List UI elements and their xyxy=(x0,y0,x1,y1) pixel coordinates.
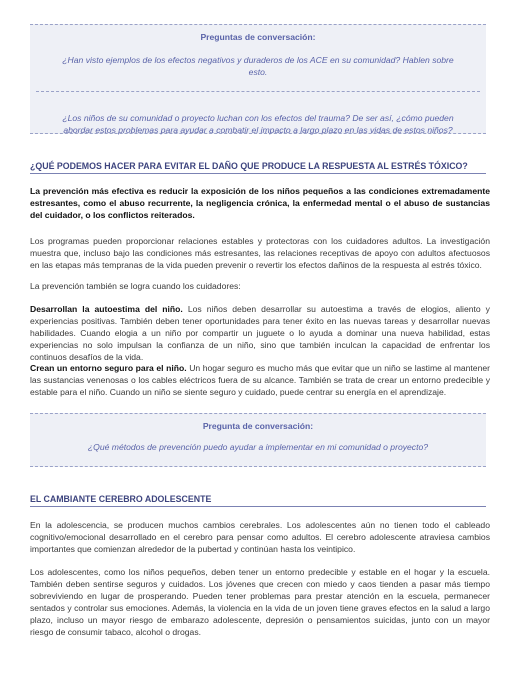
conversation-question-box xyxy=(30,413,486,467)
paragraph: Los programas pueden proporcionar relaciones estables y protectoras con los cuidadores adultos. La investigación muestra que, incluso bajo las condiciones más estresantes, las relaciones receptivas de apoyo con adultos afectuosos en las etapas más tempranas de la vida pueden prevenir o revertir los efectos dañinos de la respuesta al estrés tóxico. xyxy=(30,236,490,270)
list-item xyxy=(30,303,490,363)
list-item-title: Crean un entorno seguro para el niño. xyxy=(30,363,187,373)
question-text: ¿Qué métodos de prevención puedo ayudar a implementar en mi comunidad o proyecto? xyxy=(87,442,429,452)
conversation-questions-box xyxy=(30,24,486,134)
paragraph: En la adolescencia, se producen muchos cambios cerebrales. Los adolescentes aún no tienen todo el cableado cognitivo/emocional desarrollado en el cerebro para pensar como adultos. El cerebro adolescente atraviesa cambios importantes que comienzan alrededor de la pubertad y continúan hasta los veintipico. xyxy=(30,520,490,554)
paragraph: La prevención también se logra cuando los cuidadores: xyxy=(30,281,241,291)
section-heading: EL CAMBIANTE CEREBRO ADOLESCENTE xyxy=(30,494,486,507)
box-title: Pregunta de conversación: xyxy=(202,421,314,431)
list-item xyxy=(30,362,490,398)
list-item-text: Un hogar seguro es mucho más que evitar que un niño se lastime al mantener las sustancias venenosas o los cables eléctricos fuera de su alcance. También se trata de crear un entorno predecible y estable para el niño. Cuando un niño se siente seguro y cuidado, puede centrar su energía en el aprendizaje. xyxy=(30,363,491,397)
paragraph: Los adolescentes, como los niños pequeños, deben tener un entorno predecible y estable en el hogar y la escuela. También deben sentirse seguros y cuidados. Los jóvenes que crecen con miedo y caos tienden a pasar más tiempo sobreviviendo en lugar de prosperando. Pueden tener problemas para prestar atención en la escuela, permanecer sentados y controlar sus emociones. Además, la violencia en la vida de un joven tiene graves efectos en la salud a largo plazo, incluso un mayor riesgo de embarazo adolescente, depresión o pensamientos suicidas, junto con un mayor riesgo de consumir tabaco, alcohol o drogas. xyxy=(30,567,490,637)
box-title: Preguntas de conversación: xyxy=(200,32,316,42)
list-item-text: Los niños deben desarrollar su autoestima a través de elogios, aliento y experiencias positivas. También deben tener oportunidades para tener éxito en las nuevas tareas y desarrollar nuevas habilidades. Cuando elogia a un niño por compartir un juguete o lo ayuda a dominar una nueva habilidad, estas experiencias no solo impulsan la confianza de un niño, sino que también inculcan la capacidad de enfrentar los continuos desafíos de la vida. xyxy=(30,304,490,362)
list-item-title: Desarrollan la autoestima del niño. xyxy=(30,304,183,314)
question-text: ¿Han visto ejemplos de los efectos negativos y duraderos de los ACE en su comunidad? Hablen sobre esto. xyxy=(62,55,454,77)
lead-paragraph: La prevención más efectiva es reducir la exposición de los niños pequeños a las condiciones extremadamente estresantes, como el abuso recurrente, la negligencia crónica, la enfermedad mental o el abuso de sustancias del cuidador, o los conflictos reiterados. xyxy=(30,186,490,220)
question-text: ¿Los niños de su comunidad o proyecto luchan con los efectos del trauma? De ser así, ¿cómo pueden abordar estos problemas para ayudar a combatir el impacto a largo plazo en las vidas de estos niños? xyxy=(62,113,454,135)
section-heading: ¿QUÉ PODEMOS HACER PARA EVITAR EL DAÑO QUE PRODUCE LA RESPUESTA AL ESTRÉS TÓXICO? xyxy=(30,161,486,174)
divider xyxy=(36,91,480,92)
